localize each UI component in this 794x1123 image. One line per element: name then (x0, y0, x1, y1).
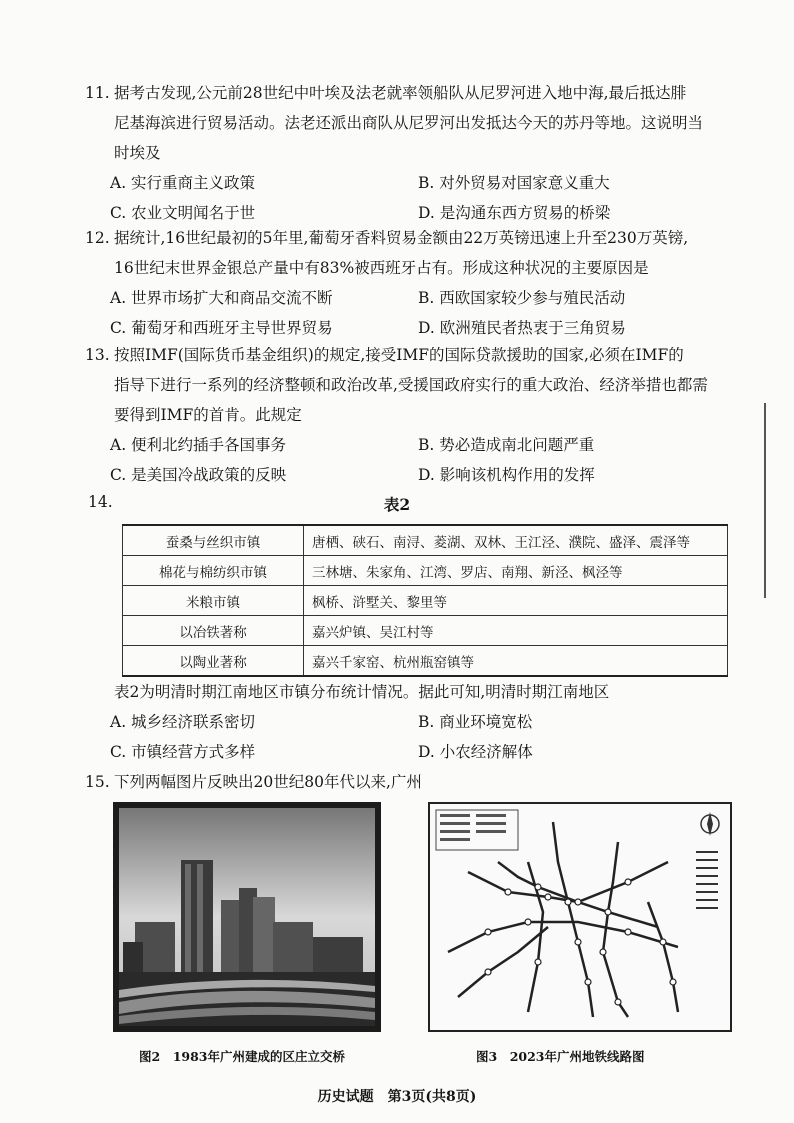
option-d[interactable]: D. 欧洲殖民者热衷于三角贸易 (418, 319, 626, 337)
page-footer: 历史试题 第3页(共8页) (317, 1089, 477, 1105)
option-d[interactable]: D. 是沟通东西方贸易的桥梁 (418, 204, 611, 222)
question-13-options (88, 430, 748, 490)
question-15 (85, 767, 748, 797)
question-14 (88, 677, 748, 767)
option-b[interactable]: B. 西欧国家较少参与殖民活动 (418, 289, 626, 307)
option-d[interactable]: D. 影响该机构作用的发挥 (418, 466, 595, 484)
table-row: 以冶铁著称 嘉兴炉镇、吴江村等 (123, 616, 728, 646)
question-11-options (88, 168, 748, 228)
option-b[interactable]: B. 商业环境宽松 (418, 713, 533, 731)
question-14-stem: 表2为明清时期江南地区市镇分布统计情况。据此可知,明清时期江南地区 (114, 683, 610, 701)
option-c[interactable]: C. 农业文明闻名于世 (110, 204, 256, 222)
option-c[interactable]: C. 葡萄牙和西班牙主导世界贸易 (110, 319, 333, 337)
question-14-number: 14. (88, 493, 113, 511)
figure-3-caption: 图3 2023年广州地铁线路图 (476, 1049, 645, 1064)
table-row: 蚕桑与丝织市镇 唐栖、硖石、南浔、菱湖、双林、王江泾、濮院、盛泽、震泽等 (123, 525, 728, 556)
table-2 (122, 524, 728, 677)
question-11-stem: 11. 据考古发现,公元前28世纪中叶埃及法老就率领船队从尼罗河进入地中海,最后抵达腓 尼基海滨进行贸易活动。法老还派出商队从尼罗河出发抵达今天的苏丹等地。这说明当 时埃及 (85, 84, 704, 162)
option-a[interactable]: A. 实行重商主义政策 (110, 174, 256, 192)
table-row: 棉花与棉纺织市镇 三林塘、朱家角、江湾、罗店、南翔、新泾、枫泾等 (123, 556, 728, 586)
question-15-stem: 15. 下列两幅图片反映出20世纪80年代以来,广州 (85, 773, 422, 791)
question-11 (85, 78, 748, 228)
question-14-options (88, 707, 748, 767)
table-2-title: 表2 (383, 495, 411, 514)
question-13-stem: 13. 按照IMF(国际货币基金组织)的规定,接受IMF的国际贷款援助的国家,必须在IMF的 指导下进行一系列的经济整顿和政治改革,受援国政府实行的重大政治、经济举措也都需 要得到IMF的首肯。此规定 (85, 346, 708, 424)
option-b[interactable]: B. 对外贸易对国家意义重大 (418, 174, 610, 192)
option-d[interactable]: D. 小农经济解体 (418, 743, 533, 761)
question-12 (85, 223, 748, 343)
figure-2-photo (113, 802, 381, 1032)
question-13 (85, 340, 748, 490)
question-12-options (88, 283, 748, 343)
option-a[interactable]: A. 便利北约插手各国事务 (110, 436, 287, 454)
table-row: 以陶业著称 嘉兴千家窑、杭州瓶窑镇等 (123, 646, 728, 677)
figure-2-caption: 图2 1983年广州建成的区庄立交桥 (139, 1049, 345, 1064)
option-c[interactable]: C. 是美国冷战政策的反映 (110, 466, 287, 484)
option-a[interactable]: A. 世界市场扩大和商品交流不断 (110, 289, 333, 307)
question-12-stem: 12. 据统计,16世纪最初的5年里,葡萄牙香料贸易金额由22万英镑迅速上升至230万英镑, 16世纪末世界金银总产量中有83%被西班牙占有。形成这种状况的主要原因是 (85, 229, 689, 277)
figure-3-metro-map (428, 802, 732, 1032)
option-c[interactable]: C. 市镇经营方式多样 (110, 743, 256, 761)
option-b[interactable]: B. 势必造成南北问题严重 (418, 436, 595, 454)
option-a[interactable]: A. 城乡经济联系密切 (110, 713, 256, 731)
table-row: 米粮市镇 枫桥、浒墅关、黎里等 (123, 586, 728, 616)
